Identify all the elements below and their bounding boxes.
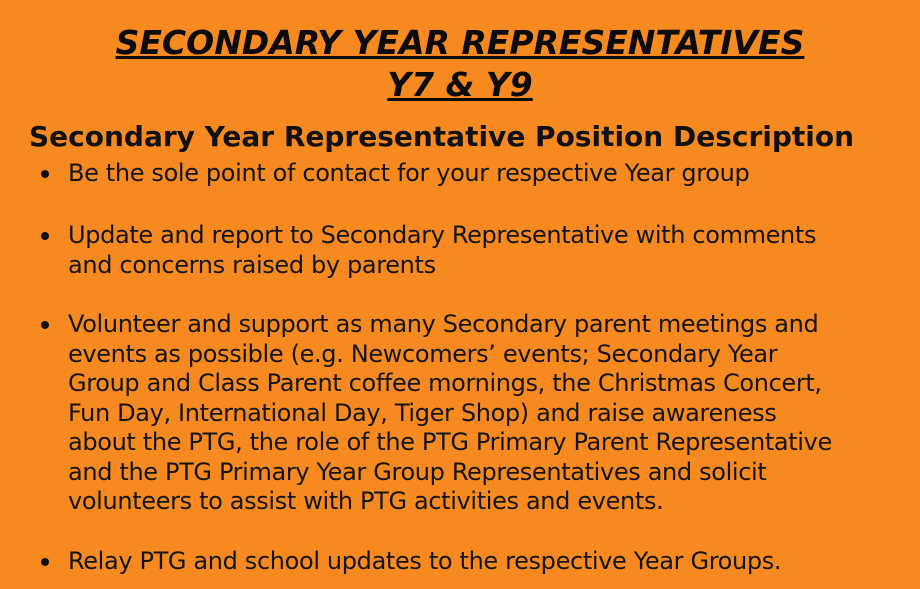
duty-text xyxy=(68,159,913,189)
duty-line: Group and Class Parent coffee mornings, the Christmas Concert, xyxy=(68,369,822,397)
duty-line: and the PTG Primary Year Group Representatives and solicit xyxy=(68,457,767,486)
bullet-icon xyxy=(41,321,49,329)
bullet-icon xyxy=(41,170,49,178)
bullet-icon xyxy=(41,232,49,240)
page-title-year-groups: Y7 & Y9 xyxy=(387,65,533,104)
bullet-icon xyxy=(41,558,49,566)
section-heading: Secondary Year Representative Position Description xyxy=(29,120,855,153)
duty-line: and concerns raised by parents xyxy=(68,250,436,279)
duty-line: events as possible (e.g. Newcomers’ events; Secondary Year xyxy=(68,339,778,368)
duty-text xyxy=(68,221,913,280)
page-title: SECONDARY YEAR REPRESENTATIVES xyxy=(115,23,805,62)
duty-text xyxy=(68,310,913,517)
duty-line: Update and report to Secondary Representative with comments xyxy=(68,221,817,249)
duty-line: Relay PTG and school updates to the respective Year Groups. xyxy=(68,547,782,575)
duty-line: Be the sole point of contact for your respective Year group xyxy=(68,159,750,187)
duty-line: volunteers to assist with PTG activities and events. xyxy=(68,487,664,515)
duty-line: Volunteer and support as many Secondary parent meetings and xyxy=(68,310,819,338)
duty-line: Fun Day, International Day, Tiger Shop) and raise awareness xyxy=(68,398,777,427)
duty-text xyxy=(68,547,913,577)
duty-line: about the PTG, the role of the PTG Primary Parent Representative xyxy=(68,428,832,456)
